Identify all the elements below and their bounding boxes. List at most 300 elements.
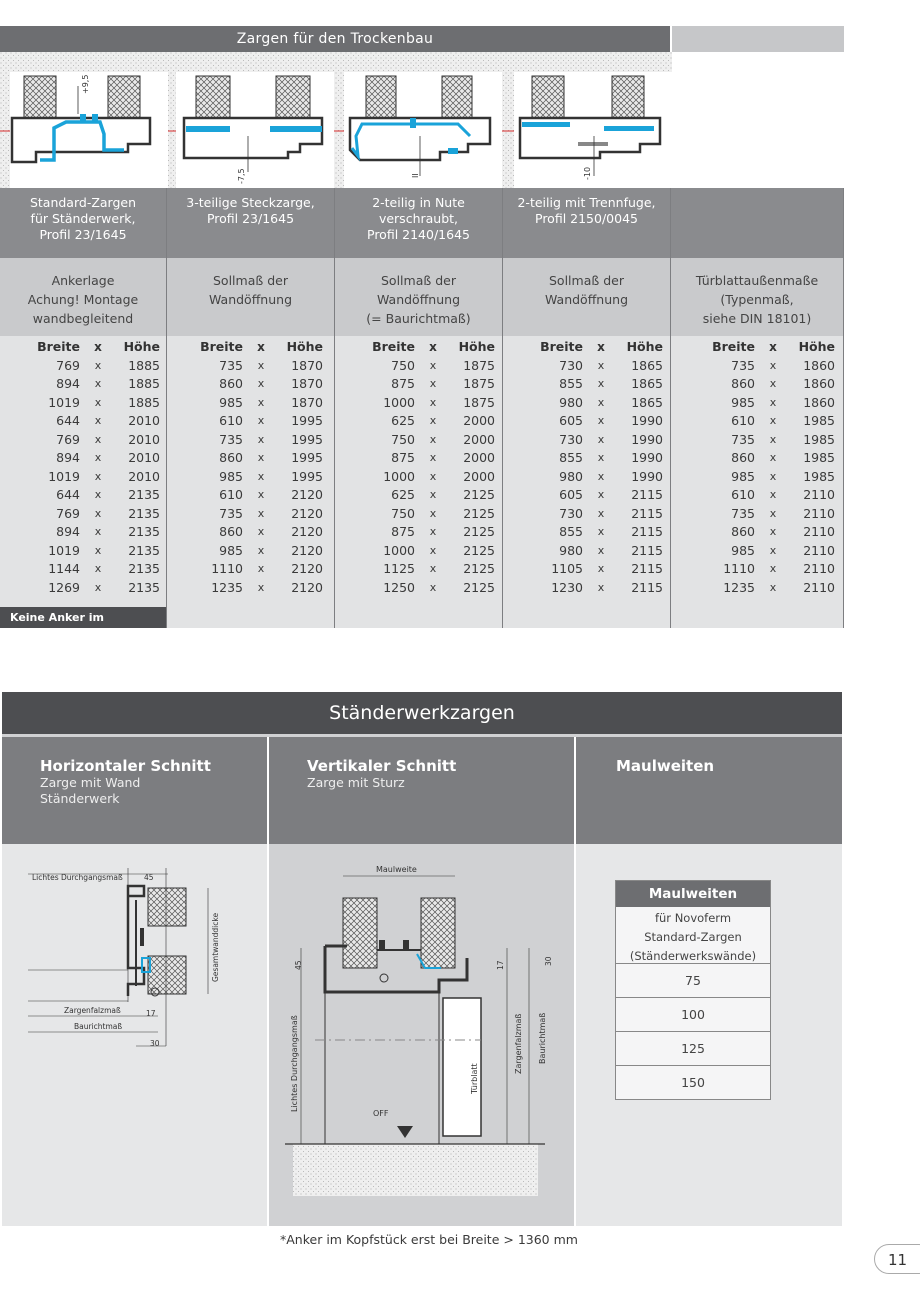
table-rows <box>167 338 334 597</box>
cell-breite: 985 <box>219 468 243 484</box>
cell-breite: 860 <box>219 524 243 539</box>
col-head-breite: Breite <box>712 339 755 354</box>
table-row <box>171 579 334 598</box>
cell-x: x <box>597 358 605 372</box>
column-measure-header <box>335 258 502 336</box>
cell-breite: 985 <box>731 394 755 410</box>
cell-x: x <box>597 395 605 409</box>
cell-breite: 860 <box>731 376 755 391</box>
cell-hoehe: 2115 <box>631 524 663 539</box>
table-row <box>8 431 166 450</box>
cell-breite: 985 <box>731 468 755 484</box>
cell-hoehe: 2135 <box>128 579 160 595</box>
cell-x: x <box>94 358 102 372</box>
column-divider <box>670 188 671 628</box>
cell-x: x <box>429 414 437 427</box>
cell-hoehe: 2010 <box>128 468 160 484</box>
table-row <box>511 357 670 376</box>
title-bar-extension <box>672 26 844 52</box>
dim-label: Baurichtmaß <box>74 1022 123 1031</box>
frame-profile-diagrams <box>0 52 672 188</box>
maulweiten-table <box>615 880 771 1100</box>
cell-hoehe: 2125 <box>463 524 495 539</box>
cell-hoehe: 1990 <box>631 450 663 465</box>
header-line: verschraubt, <box>378 211 459 226</box>
column-profile-header <box>503 188 670 258</box>
cell-hoehe: 1995 <box>291 450 323 465</box>
cell-hoehe: 1990 <box>631 468 663 484</box>
cell-x: x <box>429 506 437 520</box>
panel-subtitle: Zarge mit Wand <box>40 775 141 790</box>
cell-hoehe: 2000 <box>463 468 495 484</box>
cell-breite: 1000 <box>383 542 415 558</box>
cell-x: x <box>94 525 102 538</box>
cell-breite: 894 <box>56 524 80 539</box>
cell-hoehe: 2110 <box>803 542 835 558</box>
cell-hoehe: 2115 <box>631 487 663 502</box>
col-head-hoehe: Höhe <box>123 339 160 354</box>
col-head-x: x <box>94 340 102 354</box>
column-profile-header <box>335 188 502 258</box>
cell-breite: 980 <box>559 468 583 484</box>
cell-x: x <box>94 432 102 446</box>
dim-label: Baurichtmaß <box>538 1012 547 1064</box>
cell-hoehe: 1985 <box>803 468 835 484</box>
cell-breite: 1110 <box>211 561 243 576</box>
mw-sub-line: für Novoferm <box>654 911 732 925</box>
cell-hoehe: 2120 <box>291 524 323 539</box>
header-line: Profil 2140/1645 <box>367 227 470 242</box>
col-head-x: x <box>257 340 265 354</box>
cell-breite: 1235 <box>211 579 243 595</box>
cell-breite: 985 <box>219 394 243 410</box>
cell-breite: 625 <box>391 487 415 502</box>
cell-hoehe: 1870 <box>291 376 323 391</box>
cell-hoehe: 2125 <box>463 542 495 558</box>
cell-breite: 1019 <box>48 542 80 558</box>
cell-hoehe: 2125 <box>463 505 495 521</box>
cell-x: x <box>257 432 265 446</box>
mw-sub-line: (Ständerwerkswände) <box>629 949 757 963</box>
cell-x: x <box>769 469 777 483</box>
dim-label: Zargenfalzmaß <box>514 1013 523 1074</box>
cell-x: x <box>94 395 102 409</box>
cell-x: x <box>257 358 265 372</box>
cell-breite: 769 <box>56 505 80 521</box>
cell-breite: 610 <box>731 487 755 502</box>
table-row <box>511 579 670 598</box>
column-divider <box>843 188 844 628</box>
maulweite-row: 125 <box>616 1032 770 1066</box>
col-head-breite: Breite <box>372 339 415 354</box>
dim-label: 17 <box>496 960 505 970</box>
table-row <box>8 449 166 468</box>
column-divider <box>334 188 335 628</box>
table-row <box>683 431 843 450</box>
cell-breite: 730 <box>559 505 583 521</box>
table-row <box>683 357 843 376</box>
panel-horizontal-header <box>2 737 267 844</box>
table-row <box>683 505 843 524</box>
cell-hoehe: 2120 <box>291 579 323 595</box>
cell-breite: 1230 <box>551 579 583 595</box>
maulweiten-table-subheader <box>616 907 770 964</box>
cell-x: x <box>94 506 102 520</box>
column-profile-header <box>671 188 843 258</box>
header-line: wandbegleitend <box>32 311 134 326</box>
cell-hoehe: 2110 <box>803 561 835 576</box>
cell-breite: 860 <box>731 450 755 465</box>
cell-breite: 894 <box>56 376 80 391</box>
cell-breite: 735 <box>731 357 755 373</box>
table-row <box>511 431 670 450</box>
maulweiten-table-header: Maulweiten <box>616 881 770 907</box>
cell-breite: 750 <box>391 505 415 521</box>
cell-hoehe: 2110 <box>803 524 835 539</box>
cell-breite: 1000 <box>383 468 415 484</box>
cell-breite: 860 <box>219 450 243 465</box>
col-head-hoehe: Höhe <box>286 339 323 354</box>
cell-x: x <box>769 377 777 390</box>
col-head-hoehe: Höhe <box>458 339 495 354</box>
table-row <box>511 449 670 468</box>
cell-hoehe: 2125 <box>463 579 495 595</box>
cell-breite: 735 <box>731 431 755 447</box>
cell-breite: 769 <box>56 431 80 447</box>
mw-sub-line: Standard-Zargen <box>644 930 742 944</box>
cell-hoehe: 2120 <box>291 505 323 521</box>
maulweite-row: 75 <box>616 964 770 998</box>
cell-hoehe: 2135 <box>128 561 160 576</box>
cell-breite: 855 <box>559 450 583 465</box>
cell-x: x <box>429 451 437 464</box>
cell-x: x <box>94 469 102 483</box>
page-number: 11 <box>874 1244 920 1274</box>
cell-breite: 1019 <box>48 394 80 410</box>
header-line: 2-teilig mit Trennfuge, <box>517 195 656 210</box>
cell-x: x <box>94 451 102 464</box>
column-divider <box>166 188 167 628</box>
table-row <box>171 468 334 487</box>
cell-hoehe: 1875 <box>463 357 495 373</box>
cell-x: x <box>94 414 102 427</box>
cell-x: x <box>597 469 605 483</box>
cell-x: x <box>257 377 265 390</box>
cell-breite: 605 <box>559 487 583 502</box>
cell-breite: 980 <box>559 542 583 558</box>
cell-x: x <box>429 562 437 575</box>
cell-hoehe: 1995 <box>291 468 323 484</box>
cell-hoehe: 2115 <box>631 579 663 595</box>
cell-x: x <box>257 525 265 538</box>
cell-breite: 750 <box>391 431 415 447</box>
table-row <box>343 523 502 542</box>
table-row <box>8 468 166 487</box>
table-row <box>343 375 502 394</box>
cell-hoehe: 2010 <box>128 413 160 428</box>
table-row <box>511 560 670 579</box>
table-header-row <box>511 338 670 357</box>
cell-hoehe: 2110 <box>803 487 835 502</box>
cell-hoehe: 1985 <box>803 431 835 447</box>
column-measure-header <box>503 258 670 336</box>
cell-breite: 1000 <box>383 394 415 410</box>
cell-hoehe: 1990 <box>631 413 663 428</box>
table-row <box>683 468 843 487</box>
cell-x: x <box>429 395 437 409</box>
table-row <box>511 468 670 487</box>
cell-breite: 980 <box>559 394 583 410</box>
table-header-row <box>8 338 166 357</box>
table-row <box>343 486 502 505</box>
table-column <box>335 188 502 628</box>
column-measure-header <box>167 258 334 336</box>
cell-breite: 875 <box>391 524 415 539</box>
col-head-breite: Breite <box>540 339 583 354</box>
cell-breite: 985 <box>219 542 243 558</box>
cell-x: x <box>257 414 265 427</box>
cell-hoehe: 1865 <box>631 357 663 373</box>
table-row <box>8 560 166 579</box>
footnote: *Anker im Kopfstück erst bei Breite > 1360 mm <box>280 1232 578 1247</box>
header-line: Wandöffnung <box>376 292 461 307</box>
table-row <box>511 542 670 561</box>
panel-title: Horizontaler Schnitt <box>40 757 211 775</box>
cell-breite: 1144 <box>48 561 80 576</box>
cell-breite: 625 <box>391 413 415 428</box>
table-row <box>343 542 502 561</box>
cell-hoehe: 1985 <box>803 413 835 428</box>
cell-hoehe: 1885 <box>128 376 160 391</box>
cell-x: x <box>769 432 777 446</box>
cell-x: x <box>429 488 437 501</box>
cell-x: x <box>429 543 437 557</box>
table-row <box>8 412 166 431</box>
table-row <box>171 560 334 579</box>
cell-x: x <box>597 506 605 520</box>
table-row <box>171 412 334 431</box>
table-column <box>503 188 670 628</box>
cell-x: x <box>94 580 102 594</box>
cell-x: x <box>257 469 265 483</box>
dim-label: -7,5 <box>237 168 246 184</box>
table-row <box>343 394 502 413</box>
horizontal-section-drawing <box>28 866 248 1056</box>
table-row <box>511 523 670 542</box>
table-rows <box>671 338 843 597</box>
cell-breite: 1019 <box>48 468 80 484</box>
header-line: Sollmaß der <box>549 273 624 288</box>
cell-x: x <box>597 432 605 446</box>
table-row <box>683 542 843 561</box>
table-column <box>671 188 843 628</box>
cell-hoehe: 2135 <box>128 487 160 502</box>
table-row <box>683 412 843 431</box>
panel-subtitle: Zarge mit Sturz <box>307 775 405 790</box>
header-line: Wandöffnung <box>208 292 293 307</box>
cell-x: x <box>597 562 605 575</box>
cell-breite: 605 <box>559 413 583 428</box>
cell-breite: 730 <box>559 431 583 447</box>
cell-x: x <box>94 377 102 390</box>
column-profile-header <box>0 188 166 258</box>
cell-breite: 769 <box>56 357 80 373</box>
header-line: Achung! Montage <box>27 292 139 307</box>
cell-x: x <box>769 543 777 557</box>
dim-label: Maulweite <box>376 865 417 874</box>
table-row <box>8 486 166 505</box>
header-line: Ankerlage <box>51 273 115 288</box>
table-row <box>511 394 670 413</box>
cell-hoehe: 1870 <box>291 357 323 373</box>
cell-breite: 1125 <box>383 561 415 576</box>
cell-hoehe: 1885 <box>128 394 160 410</box>
cell-breite: 750 <box>391 357 415 373</box>
table-row <box>171 486 334 505</box>
cell-breite: 644 <box>56 413 80 428</box>
col-head-breite: Breite <box>200 339 243 354</box>
table-rows <box>0 338 166 597</box>
cell-hoehe: 2125 <box>463 487 495 502</box>
cell-breite: 730 <box>559 357 583 373</box>
header-line: Türblattaußenmaße <box>695 273 819 288</box>
cell-hoehe: 2135 <box>128 542 160 558</box>
table-row <box>8 394 166 413</box>
table-row <box>171 375 334 394</box>
cell-hoehe: 2125 <box>463 561 495 576</box>
dim-label: 30 <box>150 1039 160 1048</box>
cell-x: x <box>94 488 102 501</box>
cell-breite: 1110 <box>723 561 755 576</box>
diagram-standard-frame <box>10 72 168 188</box>
cell-hoehe: 1875 <box>463 394 495 410</box>
cell-x: x <box>257 506 265 520</box>
cell-breite: 860 <box>219 376 243 391</box>
maulweite-row: 150 <box>681 1075 705 1090</box>
header-line: Standard-Zargen <box>29 195 137 210</box>
table-row <box>683 449 843 468</box>
cell-hoehe: 1860 <box>803 357 835 373</box>
cell-x: x <box>257 580 265 594</box>
column-measure-header <box>671 258 843 336</box>
cell-breite: 644 <box>56 487 80 502</box>
table-row <box>8 579 166 598</box>
cell-hoehe: 2115 <box>631 542 663 558</box>
table-row <box>343 505 502 524</box>
header-line: (Typenmaß, <box>720 292 794 307</box>
dim-label: II <box>411 173 420 178</box>
diagram-two-part-joint-frame <box>514 72 672 188</box>
col-head-x: x <box>597 340 605 354</box>
table-row <box>683 375 843 394</box>
dim-label: OFF <box>373 1109 389 1118</box>
table-rows <box>335 338 502 597</box>
cell-x: x <box>429 377 437 390</box>
cell-hoehe: 2000 <box>463 450 495 465</box>
dim-label: Zargenfalzmaß <box>64 1006 121 1015</box>
table-row <box>171 357 334 376</box>
cell-x: x <box>769 562 777 575</box>
cell-hoehe: 2120 <box>291 542 323 558</box>
dim-label: 17 <box>146 1009 156 1018</box>
table-row <box>343 431 502 450</box>
cell-x: x <box>597 525 605 538</box>
table-row <box>343 449 502 468</box>
dim-label: -10 <box>583 166 592 180</box>
cell-hoehe: 2010 <box>128 450 160 465</box>
page-title: Zargen für den Trockenbau <box>0 26 670 52</box>
header-line: 3-teilige Steckzarge, <box>186 195 315 210</box>
cell-breite: 610 <box>731 413 755 428</box>
table-row <box>171 523 334 542</box>
table-row <box>8 542 166 561</box>
table-row <box>683 394 843 413</box>
table-header-row <box>343 338 502 357</box>
table-row <box>171 394 334 413</box>
cell-breite: 1250 <box>383 579 415 595</box>
col-head-breite: Breite <box>37 339 80 354</box>
table-header-row <box>171 338 334 357</box>
col-head-hoehe: Höhe <box>798 339 835 354</box>
cell-hoehe: 2115 <box>631 561 663 576</box>
table-row <box>511 375 670 394</box>
table-row <box>8 357 166 376</box>
table-row <box>683 560 843 579</box>
cell-breite: 1235 <box>723 579 755 595</box>
table-row <box>511 412 670 431</box>
cell-hoehe: 1985 <box>803 450 835 465</box>
section-title: Ständerwerkzargen <box>2 692 842 734</box>
header-line: (= Baurichtmaß) <box>366 311 471 326</box>
col-head-hoehe: Höhe <box>626 339 663 354</box>
cell-hoehe: 1870 <box>291 394 323 410</box>
table-row <box>171 431 334 450</box>
cell-hoehe: 1995 <box>291 431 323 447</box>
no-anchor-note: Keine Anker im Kopfstück <box>0 607 166 628</box>
table-row <box>511 486 670 505</box>
diagram-two-part-screwed-frame <box>344 72 502 188</box>
cell-breite: 1269 <box>48 579 80 595</box>
cell-breite: 735 <box>731 505 755 521</box>
cell-x: x <box>597 543 605 557</box>
panel-title: Vertikaler Schnitt <box>307 757 457 775</box>
panel-vertical-header <box>269 737 574 844</box>
cell-hoehe: 2010 <box>128 431 160 447</box>
cell-x: x <box>94 562 102 575</box>
dim-label: Lichtes Durchgangsmaß <box>32 873 123 882</box>
cell-x: x <box>429 469 437 483</box>
table-column <box>0 188 166 628</box>
table-row <box>8 375 166 394</box>
table-row <box>343 579 502 598</box>
table-row <box>171 449 334 468</box>
header-line: Profil 23/1645 <box>39 227 127 242</box>
table-rows <box>503 338 670 597</box>
header-line: Sollmaß der <box>213 273 288 288</box>
cell-hoehe: 2110 <box>803 505 835 521</box>
dim-label: 45 <box>294 960 303 970</box>
panel-divider <box>574 737 576 1226</box>
table-row <box>511 505 670 524</box>
cell-x: x <box>257 395 265 409</box>
cell-hoehe: 1865 <box>631 376 663 391</box>
cell-x: x <box>257 562 265 575</box>
dim-label: Gesamtwanddicke <box>211 912 220 982</box>
cell-x: x <box>597 580 605 594</box>
table-row <box>683 579 843 598</box>
table-row <box>343 357 502 376</box>
dim-label: 30 <box>544 956 553 966</box>
